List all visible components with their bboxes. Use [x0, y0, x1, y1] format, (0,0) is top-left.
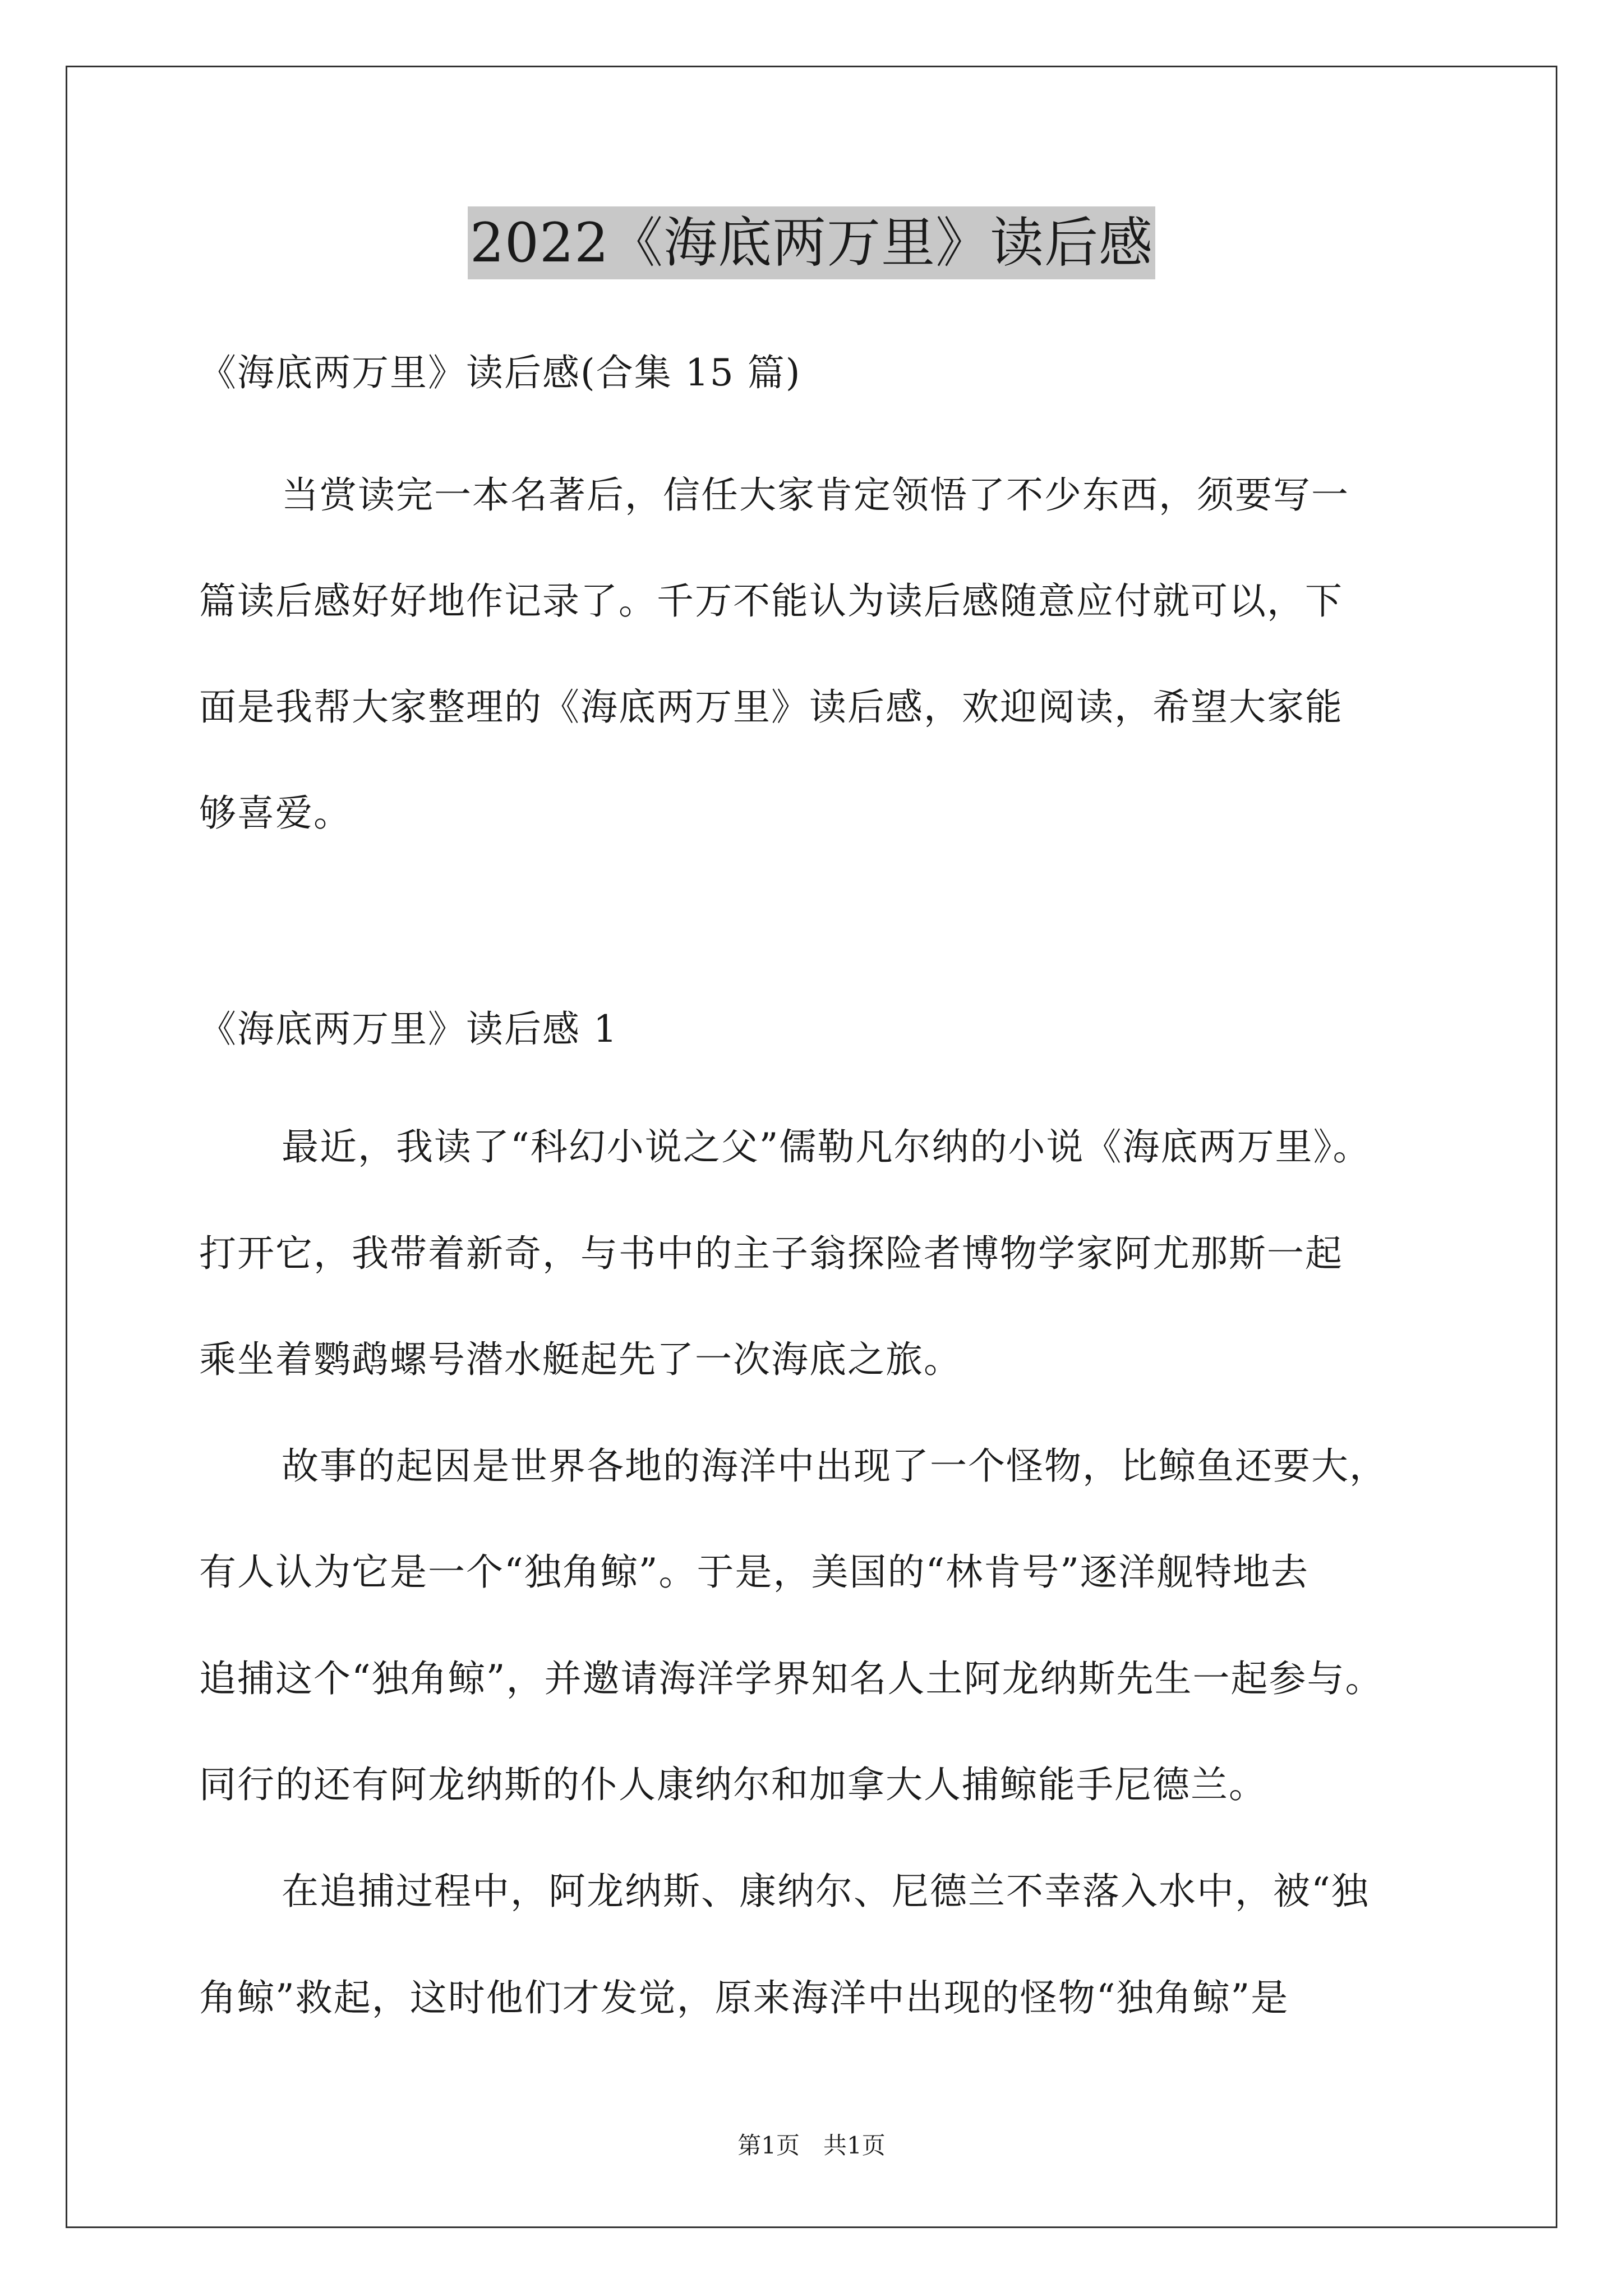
- section-heading: 《海底两万里》读后感 1: [199, 1007, 618, 1051]
- intro-line-3: 面是我帮大家整理的《海底两万里》读后感，欢迎阅读，希望大家能: [199, 685, 1343, 729]
- intro-line-4: 够喜爱。: [199, 792, 352, 835]
- body-line-4: 故事的起因是世界各地的海洋中出现了一个怪物，比鲸鱼还要大，: [282, 1444, 1387, 1488]
- body-line-5: 有人认为它是一个“独角鲸”。于是，美国的“林肯号”逐洋舰特地去: [199, 1550, 1309, 1594]
- body-line-9: 角鲸”救起，这时他们才发觉，原来海洋中出现的怪物“独角鲸”是: [199, 1976, 1289, 2019]
- page-footer: 第1页 共1页: [737, 2132, 886, 2159]
- body-line-6: 追捕这个“独角鲸”，并邀请海洋学界知名人土阿龙纳斯先生一起参与。: [199, 1657, 1384, 1700]
- intro-line-2: 篇读后感好好地作记录了。千万不能认为读后感随意应付就可以，下: [199, 579, 1343, 623]
- document-title: 2022《海底两万里》读后感: [468, 206, 1155, 279]
- intro-line-1: 当赏读完一本名著后，信任大家肯定领悟了不少东西，须要写一: [282, 473, 1349, 517]
- title-container: [0, 206, 1623, 279]
- body-line-8: 在追捕过程中，阿龙纳斯、康纳尔、尼德兰不幸落入水中，被“独: [282, 1870, 1370, 1913]
- body-line-3: 乘坐着鹦鹉螺号潜水艇起先了一次海底之旅。: [199, 1338, 962, 1381]
- body-line-1: 最近，我读了“科幻小说之父”儒勒凡尔纳的小说《海底两万里》。: [282, 1125, 1371, 1168]
- body-line-2: 打开它，我带着新奇，与书中的主子翁探险者博物学家阿尤那斯一起: [199, 1232, 1343, 1275]
- document-subtitle: 《海底两万里》读后感(合集 15 篇): [199, 351, 801, 394]
- body-line-7: 同行的还有阿龙纳斯的仆人康纳尔和加拿大人捕鲸能手尼德兰。: [199, 1763, 1267, 1806]
